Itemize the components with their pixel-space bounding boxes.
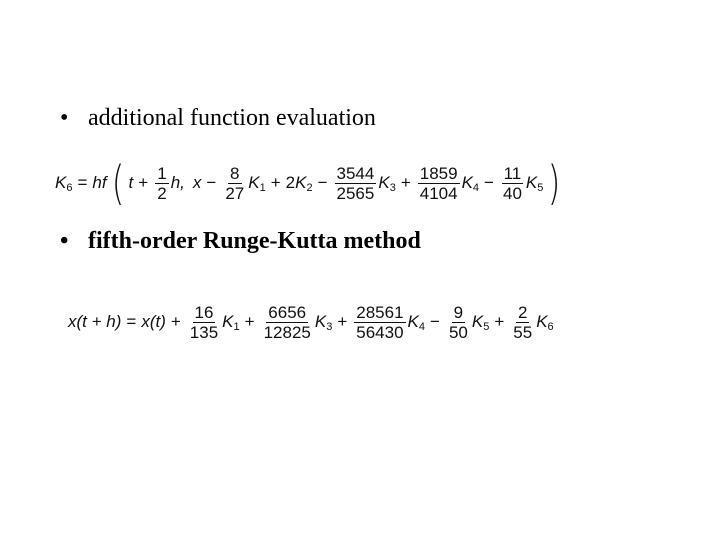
bullet-marker: •: [60, 228, 69, 254]
eq-operator: −: [430, 312, 440, 331]
eq-fraction: $\frac{8}{27}$: [225, 163, 245, 203]
eq-symbol: $K_4$: [461, 172, 480, 194]
equation-k6: [55, 158, 565, 208]
bullet-marker: •: [60, 105, 69, 131]
eq-operator: +: [138, 173, 149, 192]
eq-operator: +: [270, 173, 281, 192]
eq-symbol: $K_3$: [314, 311, 333, 333]
eq-operator: −: [206, 173, 217, 192]
equation-rk5: [68, 297, 554, 347]
eq-symbol: $K_3$: [378, 172, 396, 194]
eq-fraction: $\frac{28561}{56430}$: [356, 302, 404, 342]
eq-operator: −: [484, 173, 494, 192]
eq-fraction: $\frac{1}{2}$: [157, 163, 167, 203]
eq-symbol: $K_6$: [55, 172, 73, 194]
eq-operator: −: [317, 173, 328, 192]
eq-symbol: $K_1$: [222, 311, 240, 333]
bullet-text: additional function evaluation: [88, 105, 376, 131]
eq-close-paren: ): [548, 156, 561, 210]
eq-symbol: $K_4$: [407, 311, 426, 333]
eq-operator: +: [170, 312, 181, 331]
eq-operator: +: [244, 312, 255, 331]
eq-fraction: $\frac{1859}{4104}$: [419, 163, 458, 203]
bullet-text: fifth-order Runge-Kutta method: [88, 228, 421, 254]
eq-symbol: x: [192, 173, 202, 192]
eq-equals: =: [126, 312, 137, 331]
eq-fraction: $\frac{6656}{12825}$: [263, 302, 311, 342]
eq-fraction: $\frac{9}{50}$: [448, 302, 468, 342]
eq-symbol: $K_5$: [471, 311, 490, 333]
eq-fraction: $\frac{16}{135}$: [189, 302, 219, 342]
eq-operator: +: [400, 173, 411, 192]
eq-fraction: $\frac{11}{40}$: [502, 163, 522, 203]
eq-coefficient: 2: [285, 173, 296, 192]
eq-symbol: t: [128, 173, 134, 192]
bullet-fifth-order-rk: [60, 226, 421, 256]
eq-operator: +: [337, 312, 348, 331]
eq-operator: +: [494, 312, 505, 331]
eq-symbol: hf: [92, 173, 107, 192]
eq-equals: =: [77, 173, 88, 192]
eq-symbol: h,: [170, 173, 185, 192]
eq-symbol: $K_1$: [248, 172, 266, 194]
bullet-additional-evaluation: [60, 103, 376, 133]
eq-symbol: x(t): [141, 312, 166, 331]
eq-symbol: $K_6$: [536, 311, 554, 333]
eq-symbol: $K_5$: [525, 172, 544, 194]
eq-open-paren: (: [111, 156, 124, 210]
eq-fraction: $\frac{2}{55}$: [513, 302, 533, 342]
eq-fraction: $\frac{3544}{2565}$: [336, 163, 375, 203]
eq-symbol: $K_2$: [295, 172, 313, 194]
eq-lhs: x(t + h): [68, 312, 122, 331]
